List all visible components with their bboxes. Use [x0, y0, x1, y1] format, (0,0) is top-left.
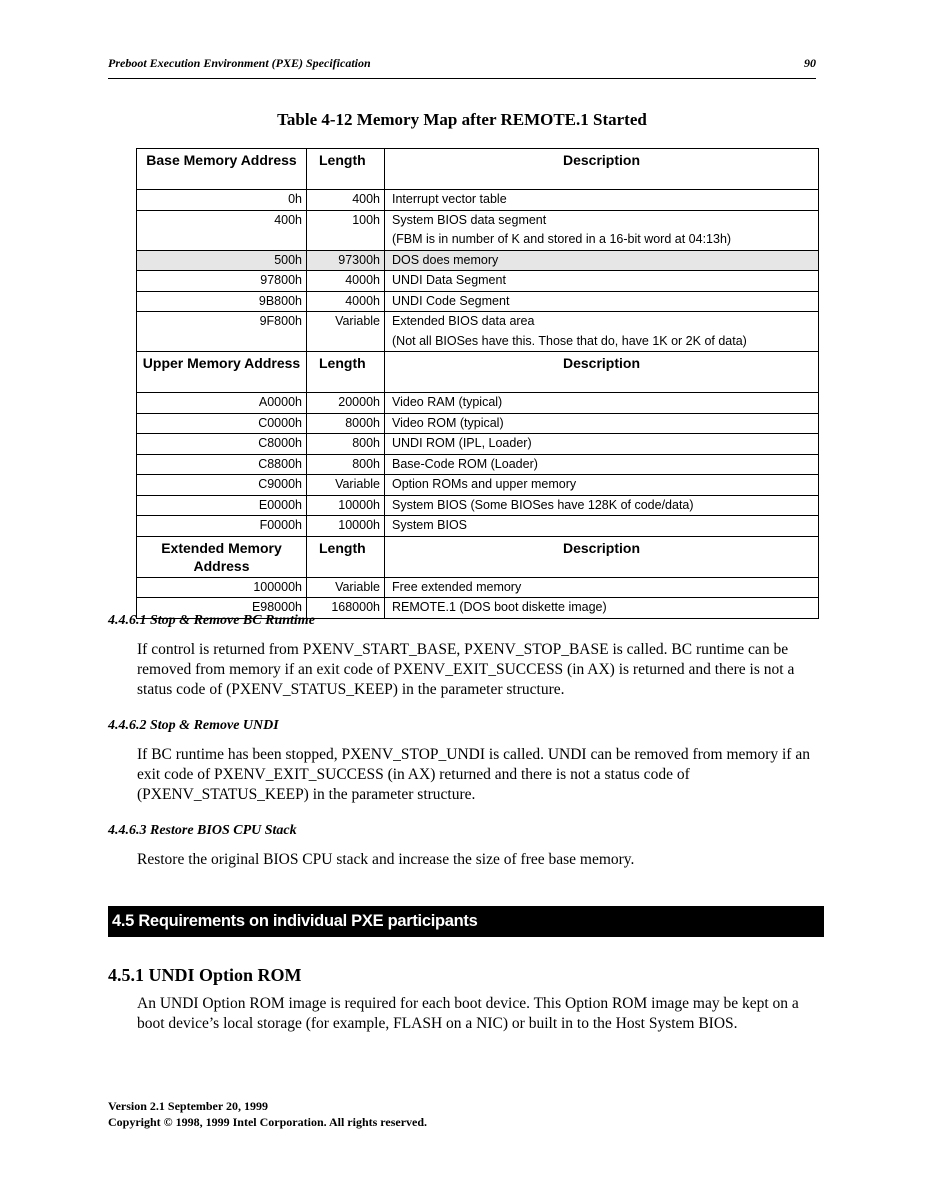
description-cell	[385, 475, 819, 496]
table-row	[137, 516, 819, 537]
table-row	[137, 393, 819, 414]
length-cell: 168000h	[307, 598, 385, 619]
table-row	[137, 312, 819, 352]
address-cell: F0000h	[137, 516, 307, 537]
table-header-row	[137, 536, 819, 577]
address-cell: 9B800h	[137, 291, 307, 312]
table-row	[137, 475, 819, 496]
description-line: Option ROMs and upper memory	[392, 477, 577, 491]
description-line: Interrupt vector table	[392, 192, 507, 206]
address-cell: C0000h	[137, 413, 307, 434]
length-cell: 97300h	[307, 250, 385, 271]
length-cell: 4000h	[307, 271, 385, 292]
length-cell: 100h	[307, 210, 385, 250]
table-header-row	[137, 352, 819, 393]
description-line: UNDI Data Segment	[392, 273, 506, 287]
description-line: Video ROM (typical)	[392, 415, 504, 430]
address-cell: C9000h	[137, 475, 307, 496]
table-row	[137, 434, 819, 455]
footer-copyright: Copyright © 1998, 1999 Intel Corporation. All rights reserved.	[108, 1115, 428, 1129]
address-cell: C8000h	[137, 434, 307, 455]
page-number: 90	[804, 56, 816, 70]
table-row	[137, 190, 819, 211]
description-line: DOS does memory	[392, 252, 499, 267]
description-line: System BIOS (Some BIOSes have 128K of code/data)	[392, 497, 694, 512]
table-row	[137, 250, 819, 271]
description-line: (FBM is in number of K and stored in a 16-bit word at 04:13h)	[392, 232, 732, 246]
description-cell	[385, 291, 819, 312]
address-cell: 97800h	[137, 271, 307, 292]
section-4-5-banner	[108, 906, 824, 937]
address-cell: 400h	[137, 210, 307, 250]
paragraph-4-4-6-2: If BC runtime has been stopped, PXENV_STOP_UNDI is called. UNDI can be removed from memory if an exit code of PXENV_EXIT_SUCCESS (in AX) returned and there is not a status code of (PXENV_STATUS_KEEP) in the parameter structure.	[137, 746, 810, 803]
address-cell: 100000h	[137, 577, 307, 598]
length-cell: 800h	[307, 454, 385, 475]
page-footer	[108, 1098, 427, 1130]
address-column-header: Extended Memory Address	[137, 536, 307, 577]
address-column-header: Base Memory Address	[137, 149, 307, 190]
length-cell: Variable	[307, 475, 385, 496]
length-column-header: Length	[307, 149, 385, 190]
description-cell	[385, 454, 819, 475]
address-cell: A0000h	[137, 393, 307, 414]
description-line: Video RAM (typical)	[392, 395, 503, 409]
description-cell	[385, 271, 819, 292]
table-row	[137, 210, 819, 250]
paragraph-4-5-1: An UNDI Option ROM image is required for each boot device. This Option ROM image may be kept on a boot device’s local storage (for example, FLASH on a NIC) or built in to the Host System BIOS.	[137, 995, 799, 1032]
table-header-row	[137, 149, 819, 190]
description-cell	[385, 516, 819, 537]
description-cell	[385, 495, 819, 516]
length-column-header: Length	[307, 352, 385, 393]
length-column-header: Length	[307, 536, 385, 577]
description-cell	[385, 312, 819, 352]
footer-version: Version 2.1 September 20, 1999	[108, 1099, 268, 1113]
description-line: System BIOS data segment	[392, 212, 547, 227]
address-cell: C8800h	[137, 454, 307, 475]
description-column-header: Description	[385, 536, 819, 577]
description-line: Free extended memory	[392, 579, 522, 594]
heading-4-4-6-2: 4.4.6.2 Stop & Remove UNDI	[108, 718, 279, 733]
address-column-header: Upper Memory Address	[137, 352, 307, 393]
table-row	[137, 454, 819, 475]
description-column-header: Description	[385, 149, 819, 190]
address-cell: E0000h	[137, 495, 307, 516]
table-caption: Table 4-12 Memory Map after REMOTE.1 Started	[277, 110, 647, 129]
table-row	[137, 413, 819, 434]
length-cell: Variable	[307, 577, 385, 598]
paragraph-4-4-6-1: If control is returned from PXENV_START_BASE, PXENV_STOP_BASE is called. BC runtime can be removed from memory if an exit code of PXENV_EXIT_SUCCESS (in AX) is returned and there is not a status code of (PXENV_STATUS_KEEP) in the parameter structure.	[137, 641, 795, 698]
length-cell: 800h	[307, 434, 385, 455]
description-line: Extended BIOS data area	[392, 314, 535, 328]
address-cell: E98000h	[137, 598, 307, 619]
description-cell	[385, 210, 819, 250]
heading-4-4-6-3: 4.4.6.3 Restore BIOS CPU Stack	[108, 823, 297, 838]
heading-4-4-6-1: 4.4.6.1 Stop & Remove BC Runtime	[108, 613, 315, 628]
description-line: UNDI Code Segment	[392, 293, 510, 308]
length-cell: 8000h	[307, 413, 385, 434]
table-row	[137, 495, 819, 516]
length-cell: 4000h	[307, 291, 385, 312]
length-cell: Variable	[307, 312, 385, 352]
section-4-5-heading: 4.5 Requirements on individual PXE participants	[112, 912, 478, 930]
length-cell: 20000h	[307, 393, 385, 414]
description-line: Base-Code ROM (Loader)	[392, 456, 538, 471]
heading-4-5-1: 4.5.1 UNDI Option ROM	[108, 965, 302, 985]
length-cell: 10000h	[307, 495, 385, 516]
description-cell	[385, 598, 819, 619]
address-cell: 0h	[137, 190, 307, 211]
description-line: System BIOS	[392, 518, 468, 532]
table-row	[137, 577, 819, 598]
description-cell	[385, 434, 819, 455]
length-cell: 10000h	[307, 516, 385, 537]
description-line: UNDI ROM (IPL, Loader)	[392, 436, 532, 450]
page-header	[108, 54, 816, 79]
description-cell	[385, 190, 819, 211]
table-row	[137, 271, 819, 292]
address-cell: 9F800h	[137, 312, 307, 352]
length-cell: 400h	[307, 190, 385, 211]
description-line: (Not all BIOSes have this. Those that do, have 1K or 2K of data)	[392, 333, 747, 348]
table-row	[137, 291, 819, 312]
description-cell	[385, 577, 819, 598]
address-cell: 500h	[137, 250, 307, 271]
description-cell	[385, 413, 819, 434]
document-title: Preboot Execution Environment (PXE) Specification	[108, 56, 371, 70]
memory-map-table	[136, 148, 819, 619]
paragraph-4-4-6-3: Restore the original BIOS CPU stack and increase the size of free base memory.	[137, 851, 635, 868]
description-cell	[385, 393, 819, 414]
description-line: REMOTE.1 (DOS boot diskette image)	[392, 600, 607, 614]
description-cell	[385, 250, 819, 271]
description-column-header: Description	[385, 352, 819, 393]
